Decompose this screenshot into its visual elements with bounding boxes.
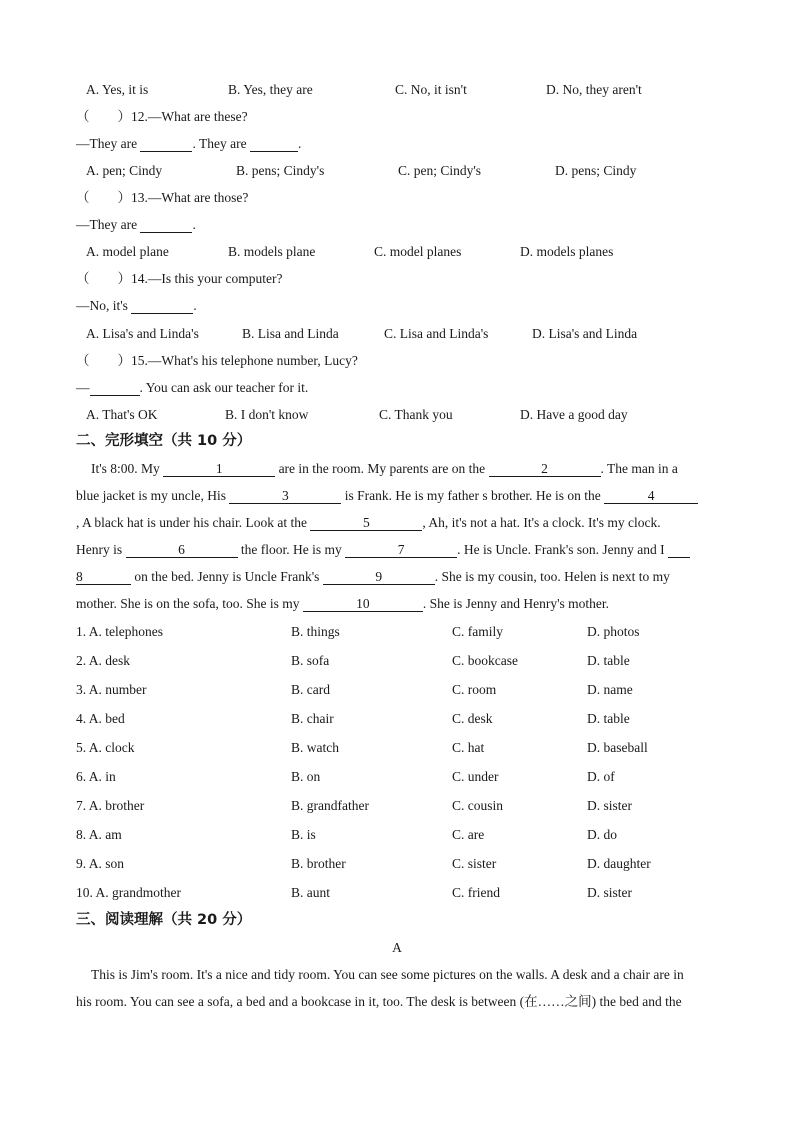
- cloze-q10-option-d: D. sister: [587, 885, 632, 900]
- q12-blank-1[interactable]: [140, 137, 192, 152]
- q11-option-b: B. Yes, they are: [228, 82, 313, 97]
- q14-option-d: D. Lisa's and Linda: [532, 326, 638, 341]
- cloze-text: mother. She is on the sofa, too. She is my: [76, 596, 303, 611]
- cloze-q2-option-d: D. table: [587, 653, 630, 668]
- cloze-line-4: [76, 541, 726, 559]
- cloze-q1-option-b: B. things: [291, 624, 340, 639]
- cloze-q10-option-b: B. aunt: [291, 885, 330, 900]
- cloze-text: . He is Uncle. Frank's son. Jenny and I: [457, 542, 669, 557]
- cloze-q5-option-a: 5. A. clock: [76, 740, 135, 755]
- q14-answer-text: —No, it's: [76, 298, 132, 313]
- cloze-line-5: [76, 568, 726, 586]
- answer-paren-close: ）: [117, 271, 131, 286]
- q15-option-c: C. Thank you: [379, 407, 453, 422]
- q13-option-b: B. models plane: [228, 244, 316, 259]
- q12-answer-text: . They are: [192, 136, 250, 151]
- cloze-text: the floor. He is my: [237, 542, 346, 557]
- q15-answer-line: [76, 379, 726, 397]
- passage-a-label: A: [392, 940, 402, 955]
- q14-option-b: B. Lisa and Linda: [242, 326, 339, 341]
- q12-option-c: C. pen; Cindy's: [398, 163, 482, 178]
- q11-option-d: D. No, they aren't: [546, 82, 642, 97]
- q15-blank[interactable]: [90, 381, 140, 396]
- cloze-q8-option-a: 8. A. am: [76, 827, 122, 842]
- cloze-blank-1[interactable]: 1: [163, 462, 275, 477]
- q15-option-d: D. Have a good day: [520, 407, 628, 422]
- cloze-q6-option-a: 6. A. in: [76, 769, 116, 784]
- q13-option-c: C. model planes: [374, 244, 462, 259]
- cloze-text: . She is Jenny and Henry's mother.: [422, 596, 610, 611]
- cloze-q3-option-a: 3. A. number: [76, 682, 147, 697]
- cloze-q2-option-c: C. bookcase: [452, 653, 518, 668]
- cloze-q6-option-b: B. on: [291, 769, 321, 784]
- cloze-q5-option-d: D. baseball: [587, 740, 648, 755]
- answer-paren-close: ）: [117, 353, 131, 368]
- cloze-q3-option-d: D. name: [587, 682, 633, 697]
- cloze-q5-option-c: C. hat: [452, 740, 485, 755]
- cloze-q9-option-d: D. daughter: [587, 856, 651, 871]
- q12-answer-line: [76, 135, 726, 153]
- cloze-blank-3[interactable]: 3: [229, 489, 341, 504]
- cloze-q8-option-d: D. do: [587, 827, 617, 842]
- q12-option-b: B. pens; Cindy's: [236, 163, 325, 178]
- cloze-q4-option-d: D. table: [587, 711, 630, 726]
- q15-option-a: A. That's OK: [86, 407, 158, 422]
- cloze-q7-option-c: C. cousin: [452, 798, 504, 813]
- cloze-line-3: [76, 514, 726, 532]
- cloze-blank-8[interactable]: 8: [76, 570, 131, 585]
- q13-answer-text: —They are: [76, 217, 141, 232]
- cloze-q3-option-b: B. card: [291, 682, 330, 697]
- cloze-q7-option-d: D. sister: [587, 798, 632, 813]
- q13-option-a: A. model plane: [86, 244, 169, 259]
- cloze-q9-option-a: 9. A. son: [76, 856, 125, 871]
- section-3-heading: 三、阅读理解（共 20 分）: [76, 912, 252, 928]
- cloze-blank-2[interactable]: 2: [489, 462, 601, 477]
- cloze-q4-option-a: 4. A. bed: [76, 711, 125, 726]
- q13-blank[interactable]: [140, 218, 192, 233]
- q12-blank-2[interactable]: [250, 137, 298, 152]
- q15-answer-text: . You can ask our teacher for it.: [139, 380, 309, 395]
- answer-paren-close: ）: [117, 190, 131, 205]
- q14-stem-line: [76, 270, 726, 288]
- cloze-blank-9[interactable]: 9: [323, 570, 435, 585]
- cloze-q9-option-c: C. sister: [452, 856, 497, 871]
- q14-option-c: C. Lisa and Linda's: [384, 326, 489, 341]
- answer-paren-open: （: [76, 353, 90, 368]
- cloze-q1-option-d: D. photos: [587, 624, 640, 639]
- q15-option-b: B. I don't know: [225, 407, 309, 422]
- q14-answer-line: [76, 297, 726, 315]
- answer-paren-open: （: [76, 109, 90, 124]
- cloze-q4-option-b: B. chair: [291, 711, 334, 726]
- cloze-q6-option-c: C. under: [452, 769, 499, 784]
- cloze-blank-5[interactable]: 5: [310, 516, 422, 531]
- q13-stem-line: [76, 189, 726, 207]
- cloze-q2-option-b: B. sofa: [291, 653, 330, 668]
- answer-paren-open: （: [76, 190, 90, 205]
- q11-option-c: C. No, it isn't: [395, 82, 467, 97]
- q13-stem: 13.—What are those?: [131, 190, 249, 205]
- q12-answer-text: .: [297, 136, 302, 151]
- cloze-line-1: [91, 460, 741, 478]
- q12-option-a: A. pen; Cindy: [86, 163, 163, 178]
- cloze-text: on the bed. Jenny is Uncle Frank's: [131, 569, 323, 584]
- cloze-q7-option-b: B. grandfather: [291, 798, 369, 813]
- cloze-text: , Ah, it's not a hat. It's a clock. It's my clock.: [422, 515, 661, 530]
- q12-option-d: D. pens; Cindy: [555, 163, 637, 178]
- q12-stem: 12.—What are these?: [131, 109, 248, 124]
- q14-stem: 14.—Is this your computer?: [131, 271, 283, 286]
- cloze-blank-7[interactable]: 7: [345, 543, 457, 558]
- q11-option-a: A. Yes, it is: [86, 82, 149, 97]
- q13-answer-text: .: [192, 217, 196, 232]
- answer-paren-open: （: [76, 271, 90, 286]
- q13-answer-line: [76, 216, 726, 234]
- cloze-q10-option-c: C. friend: [452, 885, 500, 900]
- cloze-q10-option-a: 10. A. grandmother: [76, 885, 181, 900]
- cloze-blank-10[interactable]: 10: [303, 597, 423, 612]
- q15-stem-line: [76, 352, 726, 370]
- cloze-text: blue jacket is my uncle, His: [76, 488, 230, 503]
- q14-answer-text: .: [193, 298, 197, 313]
- cloze-blank-4[interactable]: 4: [604, 489, 698, 504]
- q14-option-a: A. Lisa's and Linda's: [86, 326, 199, 341]
- cloze-q8-option-c: C. are: [452, 827, 485, 842]
- cloze-text: is Frank. He is my father s brother. He is on the: [341, 488, 605, 503]
- cloze-q6-option-d: D. of: [587, 769, 615, 784]
- cloze-q5-option-b: B. watch: [291, 740, 339, 755]
- cloze-q8-option-b: B. is: [291, 827, 316, 842]
- q15-answer-text: —: [76, 380, 90, 395]
- cloze-text: , A black hat is under his chair. Look at the: [76, 515, 311, 530]
- reading-line-2: his room. You can see a sofa, a bed and a bookcase in it, too. The desk is between (在……之间) the bed and the: [76, 994, 682, 1009]
- cloze-q7-option-a: 7. A. brother: [76, 798, 145, 813]
- section-2-heading: 二、完形填空（共 10 分）: [76, 433, 252, 449]
- cloze-q1-option-c: C. family: [452, 624, 503, 639]
- q15-stem: 15.—What's his telephone number, Lucy?: [131, 353, 358, 368]
- reading-line-1: This is Jim's room. It's a nice and tidy room. You can see some pictures on the walls. A desk and a chair are in: [91, 967, 684, 982]
- cloze-q9-option-b: B. brother: [291, 856, 346, 871]
- cloze-text: . The man in a: [600, 461, 678, 476]
- cloze-blank-8-start[interactable]: [668, 543, 690, 558]
- cloze-blank-6[interactable]: 6: [126, 543, 238, 558]
- cloze-text: Henry is: [76, 542, 126, 557]
- q12-answer-text: —They are: [76, 136, 141, 151]
- cloze-text: are in the room. My parents are on the: [275, 461, 489, 476]
- q14-blank[interactable]: [131, 299, 193, 314]
- cloze-line-6: [76, 595, 726, 613]
- cloze-q1-option-a: 1. A. telephones: [76, 624, 163, 639]
- cloze-text: . She is my cousin, too. Helen is next to my: [434, 569, 670, 584]
- cloze-q4-option-c: C. desk: [452, 711, 493, 726]
- cloze-text: It's 8:00. My: [91, 461, 164, 476]
- q13-option-d: D. models planes: [520, 244, 614, 259]
- q12-stem-line: [76, 108, 726, 126]
- answer-paren-close: ）: [117, 109, 131, 124]
- cloze-line-2: [76, 487, 726, 505]
- cloze-q3-option-c: C. room: [452, 682, 497, 697]
- cloze-q2-option-a: 2. A. desk: [76, 653, 130, 668]
